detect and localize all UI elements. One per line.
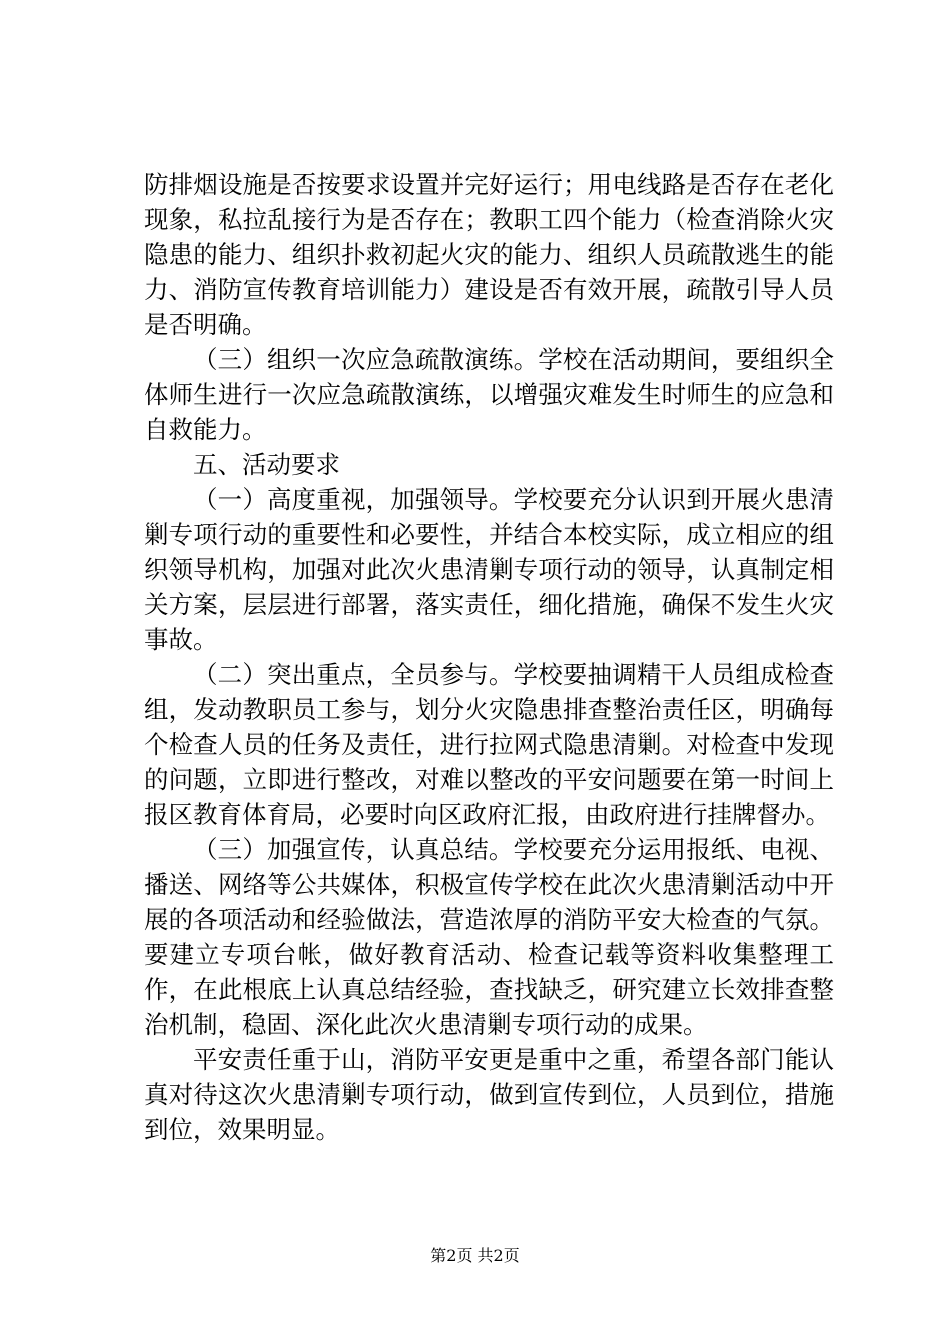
paragraph-publicity: （三）加强宣传，认真总结。学校要充分运用报纸、电视、播送、网络等公共媒体，积极宣传学校在此次火患清剿活动中开展的各项活动和经验做法，营造浓厚的消防平安大检查的气氛。要建立专项台帐，做好教育活动、检查记载等资料收集整理工作，在此根底上认真总结经验，查找缺乏，研究建立长效排查整治机制，稳固、深化此次火患清剿专项行动的成果。 [144, 835, 834, 1039]
paragraph-continuation: 防排烟设施是否按要求设置并完好运行；用电线路是否存在老化现象，私拉乱接行为是否存在；教职工四个能力（检查消除火灾隐患的能力、组织扑救初起火灾的能力、组织人员疏散逃生的能力、消防宣传教育培训能力）建设是否有效开展，疏散引导人员是否明确。 [144, 170, 834, 339]
paragraph-leadership: （一）高度重视，加强领导。学校要充分认识到开展火患清剿专项行动的重要性和必要性，并结合本校实际，成立相应的组织领导机构，加强对此次火患清剿专项行动的领导，认真制定相关方案，层层进行部署，落实责任，细化措施，确保不发生火灾事故。 [144, 485, 834, 654]
document-body [144, 167, 834, 1147]
paragraph-participation: （二）突出重点，全员参与。学校要抽调精干人员组成检查组，发动教职员工参与，划分火灾隐患排查整治责任区，明确每个检查人员的任务及责任，进行拉网式隐患清剿。对检查中发现的问题，立即进行整改，对难以整改的平安问题要在第一时间上报区教育体育局，必要时向区政府汇报，由政府进行挂牌督办。 [144, 660, 834, 829]
paragraph-evacuation-drill: （三）组织一次应急疏散演练。学校在活动期间，要组织全体师生进行一次应急疏散演练，以增强灾难发生时师生的应急和自救能力。 [144, 345, 834, 444]
paragraph-conclusion: 平安责任重于山，消防平安更是重中之重，希望各部门能认真对待这次火患清剿专项行动，做到宣传到位，人员到位，措施到位，效果明显。 [144, 1045, 834, 1144]
section-heading-requirements: 五、活动要求 [193, 450, 340, 479]
page-number-footer: 第2页 共2页 [430, 1246, 520, 1265]
